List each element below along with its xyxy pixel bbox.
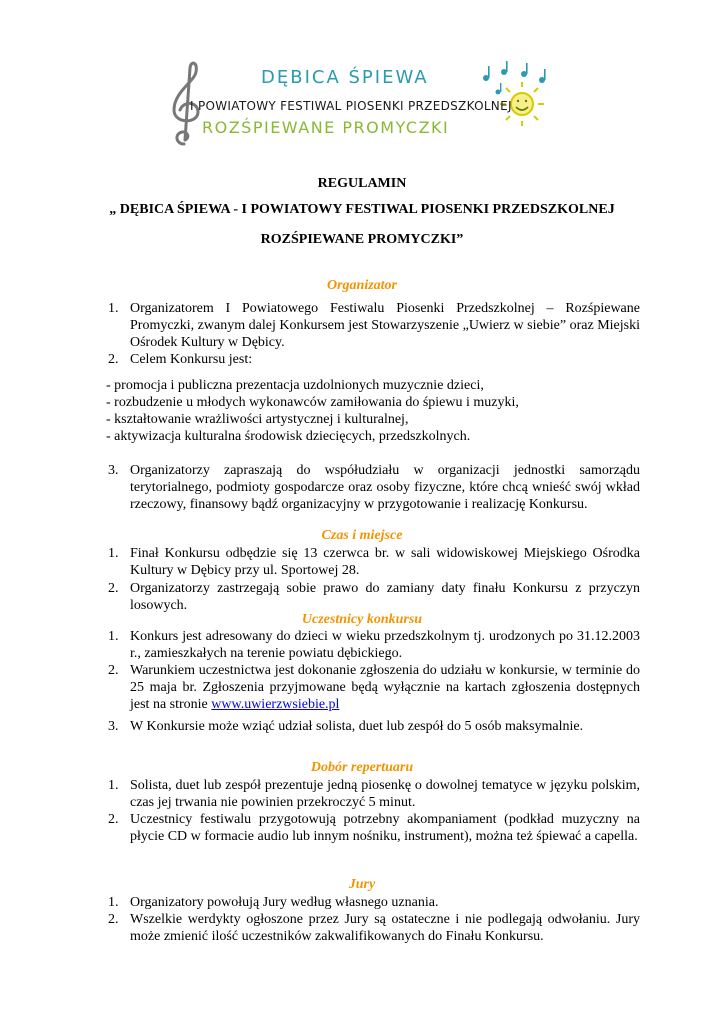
document-subtitle-line1: „ DĘBICA ŚPIEWA - I POWIATOWY FESTIWAL PIOSENKI PRZEDSZKOLNEJ bbox=[109, 202, 615, 217]
section-heading-dobor: Dobór repertuaru bbox=[310, 760, 414, 775]
list-text: Solista, duet lub zespół prezentuje jedną piosenkę o dowolnej tematyce w języku polskim, czas jej trwania nie powinien przekroczyć 5 minut. bbox=[130, 778, 640, 810]
website-link[interactable]: www.uwierzwsiebie.pl bbox=[211, 697, 340, 712]
list-item bbox=[108, 718, 640, 735]
goal-item: - promocja i publiczna prezentacja uzdolnionych muzycznie dzieci, bbox=[106, 378, 484, 393]
logo-tagline: ROZŚPIEWANE PROMYCZKI bbox=[202, 118, 450, 137]
list-number: 3. bbox=[108, 719, 119, 734]
document-title: REGULAMIN bbox=[317, 176, 407, 191]
list-item bbox=[108, 300, 640, 351]
section-heading-uczestnicy: Uczestnicy konkursu bbox=[301, 612, 423, 627]
list-number: 1. bbox=[108, 895, 119, 910]
logo-title: DĘBICA ŚPIEWA bbox=[261, 67, 429, 88]
list-text: W Konkursie może wziąć udział solista, duet lub zespół do 5 osób maksymalnie. bbox=[130, 719, 584, 734]
list-number: 1. bbox=[108, 629, 119, 644]
list-text: Konkurs jest adresowany do dzieci w wieku przedszkolnym tj. urodzonych po 31.12.2003 r., zamieszkałych na terenie powiatu dębickiego. bbox=[130, 629, 640, 661]
list-item bbox=[108, 351, 640, 368]
list-number: 2. bbox=[108, 581, 119, 596]
list-text: Organizatorem I Powiatowego Festiwalu Piosenki Przedszkolnej – Rozśpiewane Promyczki, zwanym dalej Konkursem jest Stowarzyszenie „Uwierz w siebie” oraz Miejski Ośrodek Kultury w Dębicy. bbox=[130, 301, 640, 350]
list-item bbox=[108, 545, 640, 579]
list-item bbox=[108, 811, 640, 845]
list-number: 2. bbox=[108, 352, 119, 367]
list-text-body: Warunkiem uczestnictwa jest dokonanie zgłoszenia do udziału w konkursie, w terminie do 25 maja br. Zgłoszenia przyjmowane będą wyłącznie na kartach zgłoszenia dostępnych jest na stronie bbox=[130, 663, 640, 712]
list-number: 2. bbox=[108, 812, 119, 827]
list-number: 1. bbox=[108, 301, 119, 316]
list-number: 3. bbox=[108, 463, 119, 478]
goal-item: - aktywizacja kulturalna środowisk dziecięcych, przedszkolnych. bbox=[106, 429, 471, 444]
logo-subtitle: I POWIATOWY FESTIWAL PIOSENKI PRZEDSZKOLNEJ bbox=[190, 99, 512, 113]
list-text: Organizatorzy zapraszają do współudziału w organizacji jednostki samorządu terytorialnego, podmioty gospodarcze oraz osoby fizyczne, które chcą wnieść swój wkład rzeczowy, finansowy bądź organizacyjny w przygotowanie i realizację Konkursu. bbox=[130, 463, 640, 512]
list-text: Organizatory powołują Jury według własnego uznania. bbox=[130, 895, 439, 910]
list-number: 2. bbox=[108, 663, 119, 678]
list-item bbox=[108, 662, 640, 713]
goal-item: - kształtowanie wrażliwości artystycznej i kulturalnej, bbox=[106, 412, 409, 427]
list-item bbox=[108, 911, 640, 945]
section-heading-jury: Jury bbox=[348, 877, 376, 892]
list-item bbox=[108, 580, 640, 614]
list-text: Uczestnicy festiwalu przygotowują potrzebny akompaniament (podkład muzyczny na płycie CD w formacie audio lub innym nośniku, instrument), można też śpiewać a capella. bbox=[130, 812, 640, 844]
list-number: 1. bbox=[108, 778, 119, 793]
list-text: Finał Konkursu odbędzie się 13 czerwca br. w sali widowiskowej Miejskiego Ośrodka Kultury w Dębicy przy ul. Sportowej 28. bbox=[130, 546, 640, 578]
list-item bbox=[108, 777, 640, 811]
list-number: 1. bbox=[108, 546, 119, 561]
list-text: Celem Konkursu jest: bbox=[130, 352, 253, 367]
list-text bbox=[130, 662, 640, 713]
list-item bbox=[108, 628, 640, 662]
document-subtitle-line2: ROZŚPIEWANE PROMYCZKI” bbox=[260, 232, 464, 247]
festival-logo bbox=[168, 58, 568, 150]
list-text: Organizatorzy zastrzegają sobie prawo do zamiany daty finału Konkursu z przyczyn losowych. bbox=[130, 581, 640, 613]
list-number: 2. bbox=[108, 912, 119, 927]
list-item bbox=[108, 462, 640, 513]
section-heading-czas: Czas i miejsce bbox=[321, 528, 403, 543]
goal-item: - rozbudzenie u młodych wykonawców zamiłowania do śpiewu i muzyki, bbox=[106, 395, 519, 410]
list-text: Wszelkie werdykty ogłoszone przez Jury są ostateczne i nie podlegają odwołaniu. Jury może zmienić ilość uczestników zakwalifikowanych do Finału Konkursu. bbox=[130, 912, 640, 944]
list-item bbox=[108, 894, 640, 911]
section-heading-organizator: Organizator bbox=[326, 278, 398, 293]
